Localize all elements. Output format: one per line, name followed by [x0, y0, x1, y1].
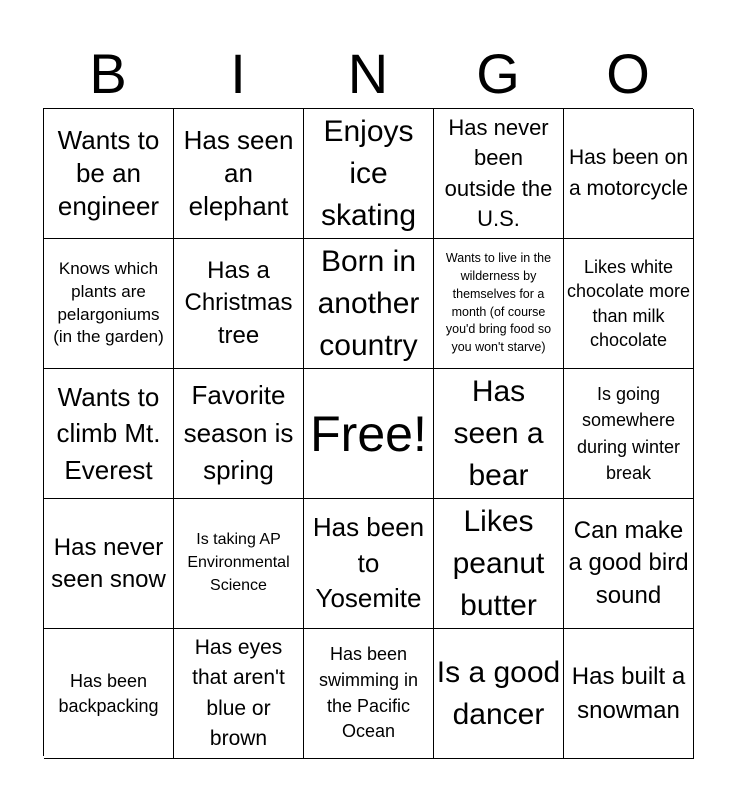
- cell-text: Wants to be an engineer: [57, 124, 160, 222]
- cell-text: Has been to Yosemite: [312, 511, 425, 614]
- cell-text: Has never been outside the U.S.: [444, 114, 553, 231]
- cell-text: Favorite season is spring: [183, 379, 294, 486]
- bingo-cell[interactable]: [434, 629, 564, 759]
- header-letter-n: N: [347, 42, 389, 105]
- bingo-cell[interactable]: [304, 629, 434, 759]
- free-space: Free!: [310, 405, 427, 462]
- bingo-cell[interactable]: [564, 629, 694, 759]
- bingo-cell[interactable]: [44, 109, 174, 239]
- cell-text: Is a good dancer: [436, 655, 561, 731]
- cell-text: Has seen a bear: [453, 374, 544, 492]
- bingo-cell[interactable]: [174, 499, 304, 629]
- bingo-cell[interactable]: [434, 239, 564, 369]
- bingo-header: [43, 40, 693, 108]
- cell-text: Has seen an elephant: [183, 124, 294, 222]
- bingo-cell[interactable]: [434, 109, 564, 239]
- bingo-cell[interactable]: [434, 499, 564, 629]
- bingo-cell[interactable]: [564, 369, 694, 499]
- cell-text: Has built a snowman: [571, 663, 686, 724]
- bingo-cell[interactable]: [564, 109, 694, 239]
- cell-text: Born in another country: [317, 244, 420, 362]
- cell-text: Is going somewhere during winter break: [576, 384, 681, 483]
- cell-text: Likes peanut butter: [452, 504, 545, 622]
- bingo-cell[interactable]: [564, 499, 694, 629]
- bingo-cell[interactable]: [44, 499, 174, 629]
- cell-text: Wants to climb Mt. Everest: [56, 381, 161, 485]
- bingo-cell[interactable]: [304, 499, 434, 629]
- bingo-cell[interactable]: [174, 239, 304, 369]
- cell-text: Knows which plants are pelargoniums (in the garden): [53, 258, 164, 347]
- cell-text: Has been backpacking: [58, 671, 159, 716]
- bingo-cell[interactable]: [174, 109, 304, 239]
- bingo-card-grid: [43, 108, 693, 756]
- bingo-cell[interactable]: [174, 369, 304, 499]
- bingo-cell[interactable]: [304, 369, 434, 499]
- cell-text: Has a Christmas tree: [184, 256, 293, 349]
- cell-text: Has been on a motorcycle: [568, 146, 689, 200]
- header-letter-b: B: [89, 42, 127, 105]
- bingo-cell[interactable]: [44, 369, 174, 499]
- header-letter-g: G: [476, 42, 520, 105]
- cell-text: Has never seen snow: [51, 533, 166, 593]
- cell-text: Has eyes that aren't blue or brown: [192, 635, 285, 750]
- bingo-cell[interactable]: [174, 629, 304, 759]
- cell-text: Wants to live in the wilderness by themselves for a month (of course you'd bring food so you won't starve): [445, 251, 552, 354]
- cell-text: Has been swimming in the Pacific Ocean: [318, 644, 419, 742]
- header-letter-i: I: [230, 42, 246, 105]
- bingo-cell[interactable]: [44, 239, 174, 369]
- bingo-cell[interactable]: [304, 239, 434, 369]
- cell-text: Is taking AP Environmental Science: [187, 531, 290, 594]
- bingo-cell[interactable]: [564, 239, 694, 369]
- cell-text: Likes white chocolate more than milk chocolate: [566, 256, 691, 350]
- cell-text: Can make a good bird sound: [568, 516, 689, 609]
- cell-text: Enjoys ice skating: [320, 114, 417, 232]
- bingo-cell[interactable]: [434, 369, 564, 499]
- header-letter-o: O: [606, 42, 650, 105]
- bingo-cell[interactable]: [304, 109, 434, 239]
- bingo-cell[interactable]: [44, 629, 174, 759]
